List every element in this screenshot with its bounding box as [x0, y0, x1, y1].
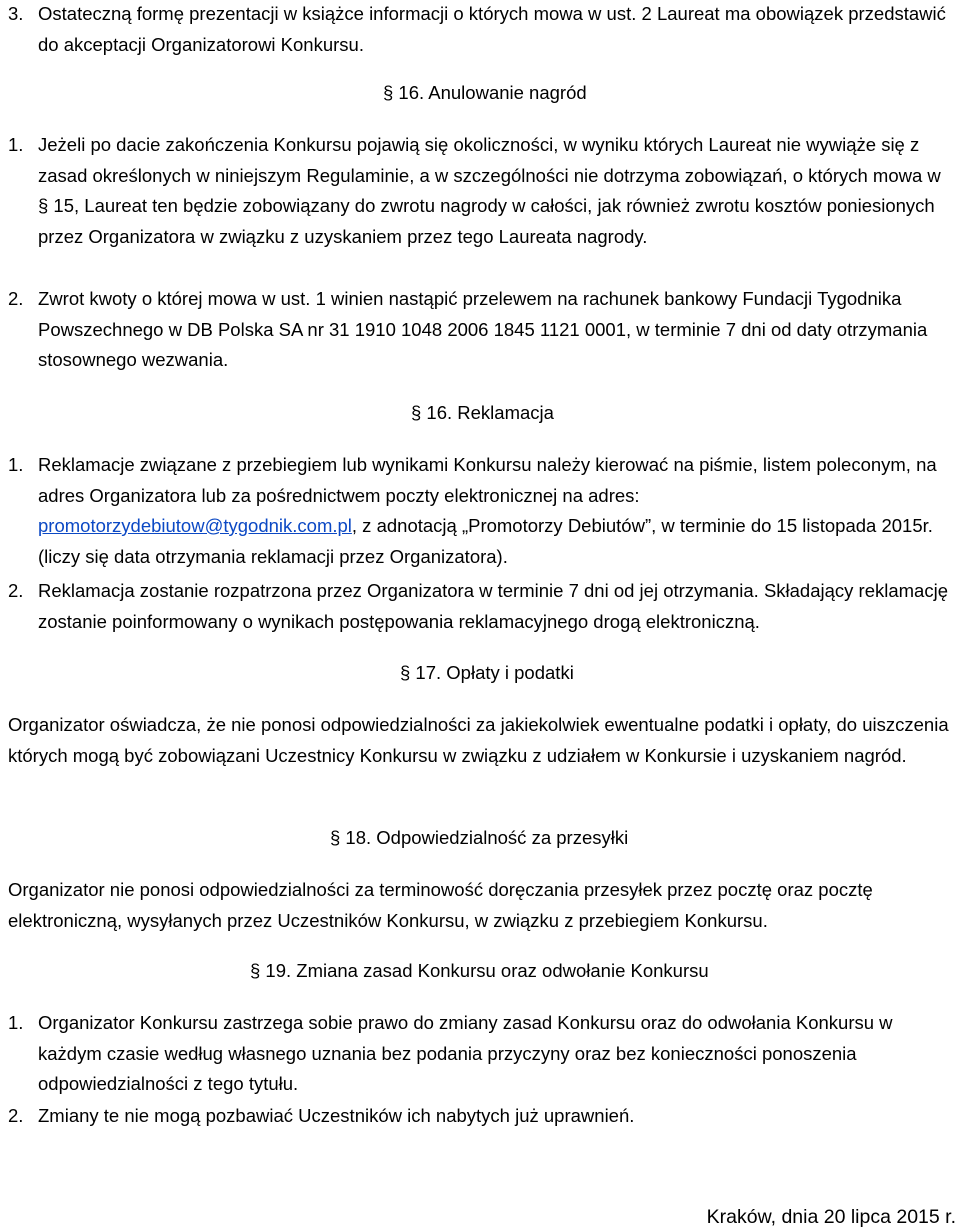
list-item-text: Jeżeli po dacie zakończenia Konkursu pojawią się okoliczności, w wyniku których Laureat nie wywiąże się z zasad określonych w niniejszym Regulaminie, a w szczególności nie dotrzyma zobowiązań, o których mowa w § 15, Laureat ten będzie zobowiązany do zwrotu nagrody w całości, jak również zwrotu kosztów poniesionych przez Organizatora w związku z uzyskaniem przez tego Laureata nagrody.	[38, 134, 941, 247]
list-item	[8, 1008, 952, 1100]
list-item-text: Organizator Konkursu zastrzega sobie prawo do zmiany zasad Konkursu oraz do odwołania Konkursu w każdym czasie według własnego uznania bez podania przyczyny oraz bez konieczności ponoszenia odpowiedzialności z tego tytułu.	[38, 1012, 893, 1094]
list-item-text: Reklamacja zostanie rozpatrzona przez Organizatora w terminie 7 dni od jej otrzymania. Składający reklamację zostanie poinformowany o wynikach postępowania reklamacyjnego drogą elektroniczną.	[38, 580, 948, 632]
list-item-text: Zmiany te nie mogą pozbawiać Uczestników ich nabytych już uprawnień.	[38, 1105, 635, 1126]
list-item	[8, 450, 952, 572]
list-item	[8, 130, 952, 252]
list-item-text-after: , z adnotacją „Promotorzy Debiutów”, w terminie do 15 listopada 2015r. (liczy się data otrzymania reklamacji przez Organizatora).	[38, 515, 933, 567]
list-item	[8, 1101, 952, 1132]
list-item	[8, 0, 952, 60]
place-date: Kraków, dnia 20 lipca 2015 r.	[706, 1206, 956, 1228]
email-link[interactable]: promotorzydebiutow@tygodnik.com.pl	[38, 515, 352, 536]
section-heading-zmiana: § 19. Zmiana zasad Konkursu oraz odwołanie Konkursu	[250, 960, 709, 981]
section-heading-oplaty: § 17. Opłaty i podatki	[400, 662, 574, 683]
list-item-text-before: Reklamacje związane z przebiegiem lub wynikami Konkursu należy kierować na piśmie, listem poleconym, na adres Organizatora lub za pośrednictwem poczty elektronicznej na adres:	[38, 454, 937, 506]
list-item-text	[38, 450, 952, 572]
list-item-number: 2.	[8, 580, 24, 601]
section-paragraph: Organizator oświadcza, że nie ponosi odpowiedzialności za jakiekolwiek ewentualne podatki i opłaty, do uiszczenia których mogą być zobowiązani Uczestnicy Konkursu w związku z udziałem w Konkursie i uzyskaniem nagród.	[8, 714, 949, 766]
list-item	[8, 576, 952, 637]
section-paragraph: Organizator nie ponosi odpowiedzialności za terminowość doręczania przesyłek przez pocztę oraz pocztę elektroniczną, wysyłanych przez Uczestników Konkursu, w związku z przebiegiem Konkursu.	[8, 879, 873, 931]
section-heading-odpowiedzialnosc: § 18. Odpowiedzialność za przesyłki	[330, 827, 629, 848]
list-item-number: 1.	[8, 1012, 24, 1033]
list-item-number: 1.	[8, 134, 24, 155]
list-item-number: 2.	[8, 288, 24, 309]
list-item-text: Ostateczną formę prezentacji w książce informacji o których mowa w ust. 2 Laureat ma obowiązek przedstawić do akceptacji Organizatorowi Konkursu.	[38, 3, 946, 55]
list-item-number: 2.	[8, 1105, 24, 1126]
section-heading-anulowanie: § 16. Anulowanie nagród	[383, 82, 587, 103]
list-item-text: Zwrot kwoty o której mowa w ust. 1 winien nastąpić przelewem na rachunek bankowy Fundacji Tygodnika Powszechnego w DB Polska SA nr 31 1910 1048 2006 1845 1121 0001, w terminie 7 dni od daty otrzymania stosownego wezwania.	[38, 288, 928, 370]
list-item-number: 1.	[8, 454, 24, 475]
list-item	[8, 284, 952, 376]
list-item-number: 3.	[8, 3, 24, 24]
section-heading-reklamacja: § 16. Reklamacja	[411, 402, 554, 423]
